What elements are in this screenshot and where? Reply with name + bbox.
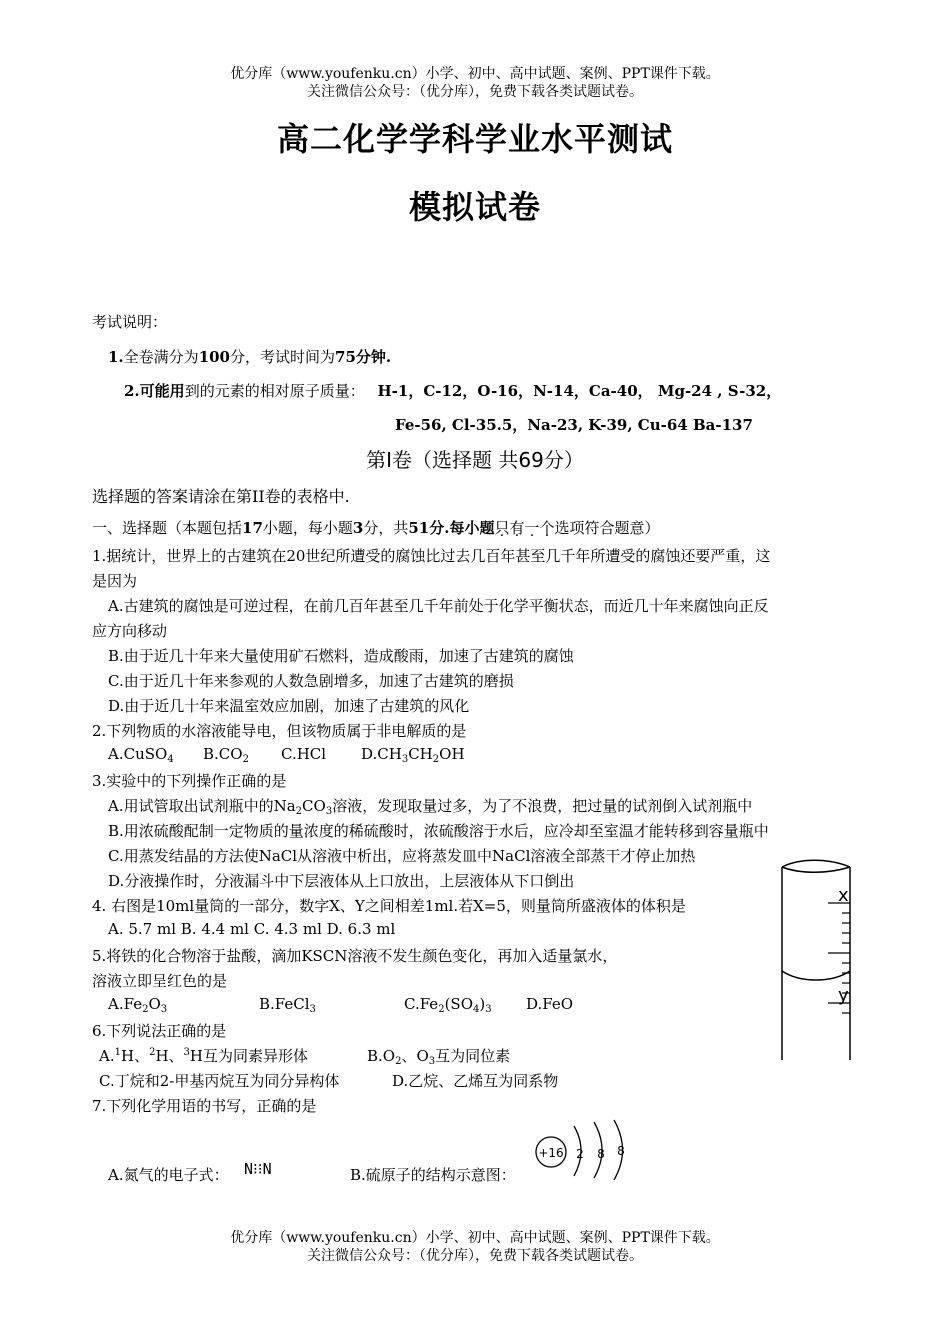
q3-option-d: D.分液操作时，分液漏斗中下层液体从上口放出，上层液体从下口倒出 bbox=[108, 872, 575, 890]
shell-electrons: 8 bbox=[597, 1147, 605, 1161]
part-one-note: 选择题的答案请涂在第II卷的表格中. bbox=[92, 487, 350, 506]
q5-b-text: B.FeCl bbox=[259, 995, 310, 1013]
q6-b-text: 互为同位素 bbox=[435, 1047, 511, 1065]
q4-stem: 4. 右图是10ml量筒的一部分，数字X、Y之间相差1ml.若X=5，则量筒所盛液体的体积是 bbox=[92, 897, 686, 915]
q3-a-text: CO bbox=[302, 797, 326, 815]
label-x: x bbox=[838, 885, 849, 906]
header-line-1: 优分库（www.youfenku.cn）小学、初中、高中试题、案例、PPT课件下载。 bbox=[230, 66, 720, 82]
q2-d-text: OH bbox=[439, 745, 465, 763]
section-post: 选项符合题意） bbox=[554, 519, 660, 537]
section-total: 51 bbox=[408, 519, 430, 537]
emphasis-char: 只 bbox=[494, 519, 510, 537]
subscript: 4 bbox=[167, 754, 174, 765]
instruction-1-time: 75 bbox=[335, 348, 356, 366]
q5-stem-line-2: 溶液立即呈红色的是 bbox=[92, 972, 228, 990]
instruction-item-2 bbox=[124, 380, 781, 401]
superscript: 2 bbox=[149, 1047, 156, 1058]
section-mid-2: 分，共 bbox=[363, 519, 409, 537]
nucleus-charge: +16 bbox=[538, 1146, 564, 1160]
q3-a-text: 溶液，发现取量过多，为了不浪费，把过量的试剂倒入试剂瓶中 bbox=[332, 797, 753, 815]
page-title: 高二化学学科学业水平测试 bbox=[276, 120, 673, 158]
instruction-2-text: 到的元素的相对原子质量： bbox=[184, 382, 365, 400]
q1-option-c: C.由于近几十年来参观的人数急剧增多，加速了古建筑的磨损 bbox=[108, 672, 514, 690]
subscript: 3 bbox=[325, 806, 333, 817]
nitrogen-electron-formula: N⁝⁝N bbox=[244, 1160, 272, 1178]
q6-option-d: D.乙烷、乙烯互为同系物 bbox=[392, 1072, 559, 1090]
footer-line-2: 关注微信公众号：（优分库），免费下载各类试题试卷。 bbox=[307, 1248, 643, 1264]
q2-option-b bbox=[203, 745, 249, 765]
q1-stem-line-1: 1.据统计，世界上的古建筑在20世纪所遭受的腐蚀比过去几百年甚至几千年所遭受的腐蚀还要严重，这 bbox=[92, 547, 771, 565]
graduated-cylinder-figure bbox=[770, 855, 870, 1070]
instruction-item-1 bbox=[108, 346, 391, 367]
q6-stem: 6.下列说法正确的是 bbox=[92, 1022, 227, 1040]
liquid-meniscus bbox=[782, 971, 850, 980]
superscript: 3 bbox=[183, 1047, 190, 1058]
q2-option-a bbox=[108, 745, 174, 765]
instruction-1-score: 100 bbox=[198, 348, 230, 366]
q6-option-a bbox=[99, 1045, 308, 1066]
emphasis-char: 有 bbox=[509, 519, 525, 537]
subscript: 2 bbox=[295, 806, 303, 817]
q1-option-d: D.由于近几十年来温室效应加剧，加速了古建筑的风化 bbox=[108, 697, 470, 715]
q5-option-a bbox=[108, 995, 167, 1015]
subscript: 4 bbox=[473, 1004, 480, 1015]
q6-a-text: A. bbox=[99, 1047, 115, 1065]
instruction-2-number: 2. bbox=[124, 382, 140, 400]
q3-stem: 3.实验中的下列操作正确的是 bbox=[92, 772, 287, 790]
q7-option-a: A.氮气的电子式： bbox=[108, 1166, 229, 1184]
subscript: 3 bbox=[428, 1056, 436, 1067]
subscript: 2 bbox=[242, 754, 249, 765]
subscript: 3 bbox=[401, 754, 409, 765]
sulfur-atom-diagram bbox=[530, 1118, 635, 1180]
cylinder-rim bbox=[782, 860, 850, 867]
q4-options: A. 5.7 ml B. 4.4 ml C. 4.3 ml D. 6.3 ml bbox=[108, 920, 396, 938]
q3-option-b: B.用浓硫酸配制一定物质的量浓度的稀硫酸时，浓硫酸溶于水后，应冷却至室温才能转移到容量瓶中 bbox=[108, 822, 769, 840]
q1-option-a-line-1: A.古建筑的腐蚀是可逆过程，在前几百年甚至几千年前处于化学平衡状态，而近几十年来腐蚀向正反 bbox=[108, 597, 769, 615]
atomic-masses-line-2: Fe-56, Cl-35.5，Na-23, K-39, Cu-64 Ba-137 bbox=[395, 416, 753, 434]
q6-b-text: B.O bbox=[367, 1047, 396, 1065]
label-y: y bbox=[838, 985, 849, 1006]
section-count: 17 bbox=[242, 519, 263, 537]
section-instructions bbox=[92, 517, 660, 538]
q2-option-d bbox=[361, 745, 465, 765]
q6-option-b bbox=[367, 1045, 510, 1067]
q5-option-c bbox=[404, 995, 492, 1015]
emphasis-char: 一 bbox=[524, 519, 540, 537]
q2-d-text: D.CH bbox=[361, 745, 402, 763]
q1-option-b: B.由于近几十年来大量使用矿石燃料，造成酸雨，加速了古建筑的腐蚀 bbox=[108, 647, 574, 665]
instructions-heading: 考试说明： bbox=[92, 313, 168, 331]
q2-d-text: CH bbox=[408, 745, 433, 763]
subscript: 3 bbox=[160, 1004, 168, 1015]
q6-b-text: 、O bbox=[401, 1047, 429, 1065]
footer-line-1: 优分库（www.youfenku.cn）小学、初中、高中试题、案例、PPT课件下载。 bbox=[230, 1230, 720, 1246]
q2-a-text: A.CuSO bbox=[108, 745, 168, 763]
q6-a-text: H、 bbox=[155, 1047, 184, 1065]
atomic-masses-line-1: H-1，C-12，O-16，N-14，Ca-40， Mg-24 , S-32， bbox=[377, 382, 782, 400]
instruction-1-number: 1. bbox=[108, 348, 124, 366]
q2-b-text: B.CO bbox=[203, 745, 243, 763]
emphasis-char: 个 bbox=[539, 519, 555, 537]
q5-option-d: D.FeO bbox=[526, 995, 574, 1013]
q3-option-a bbox=[108, 795, 752, 817]
subscript: 2 bbox=[432, 754, 440, 765]
subscript: 3 bbox=[485, 1004, 492, 1015]
instruction-2-bold: 可能用 bbox=[139, 382, 185, 400]
shell-electrons: 8 bbox=[617, 1144, 625, 1158]
q2-option-c: C.HCl bbox=[281, 745, 327, 763]
cylinder-rim bbox=[782, 867, 850, 872]
q2-stem: 2.下列物质的水溶液能导电，但该物质属于非电解质的是 bbox=[92, 722, 467, 740]
q3-a-text: A.用试管取出试剂瓶中的Na bbox=[108, 797, 296, 815]
q1-stem-line-2: 是因为 bbox=[92, 572, 138, 590]
subscript: 2 bbox=[438, 1004, 445, 1015]
part-one-heading: 第Ⅰ卷（选择题 共69分） bbox=[366, 448, 584, 472]
section-mid-3: 分.每小题 bbox=[429, 519, 495, 537]
instruction-1-mid: 分，考试时间为 bbox=[230, 348, 336, 366]
q1-option-a-line-2: 应方向移动 bbox=[92, 622, 168, 640]
q7-stem: 7.下列化学用语的书写，正确的是 bbox=[92, 1097, 317, 1115]
q7-option-b: B.硫原子的结构示意图： bbox=[350, 1166, 516, 1184]
subscript: 2 bbox=[395, 1056, 402, 1067]
q6-option-c: C.丁烷和2-甲基丙烷互为同分异构体 bbox=[99, 1072, 340, 1090]
shell-electrons: 2 bbox=[576, 1147, 584, 1161]
q5-a-text: O bbox=[148, 995, 161, 1013]
q6-a-text: H互为同素异形体 bbox=[189, 1047, 309, 1065]
q5-stem-line-1: 5.将铁的化合物溶于盐酸，滴加KSCN溶液不发生颜色变化，再加入适量氯水， bbox=[92, 947, 618, 965]
section-pre: 一、选择题（本题包括 bbox=[92, 519, 243, 537]
instruction-1-pre: 全卷满分为 bbox=[123, 348, 199, 366]
section-each: 3 bbox=[352, 519, 364, 537]
section-mid-1: 小题，每小题 bbox=[262, 519, 353, 537]
subscript: 3 bbox=[309, 1004, 316, 1015]
q5-option-b bbox=[259, 995, 316, 1015]
header-line-2: 关注微信公众号：（优分库），免费下载各类试题试卷。 bbox=[307, 84, 643, 100]
subscript: 2 bbox=[142, 1004, 149, 1015]
q5-a-text: A.Fe bbox=[108, 995, 143, 1013]
instruction-1-post: 分钟. bbox=[355, 348, 392, 366]
q3-option-c: C.用蒸发结晶的方法使NaCl从溶液中析出，应将蒸发皿中NaCl溶液全部蒸干才停止加热 bbox=[108, 847, 696, 865]
page-subtitle: 模拟试卷 bbox=[408, 188, 541, 226]
q5-c-text: (SO bbox=[444, 995, 473, 1013]
superscript: 1 bbox=[114, 1047, 121, 1058]
q5-c-text: C.Fe bbox=[404, 995, 439, 1013]
q5-c-text: ) bbox=[479, 995, 486, 1013]
q6-a-text: H、 bbox=[120, 1047, 150, 1065]
